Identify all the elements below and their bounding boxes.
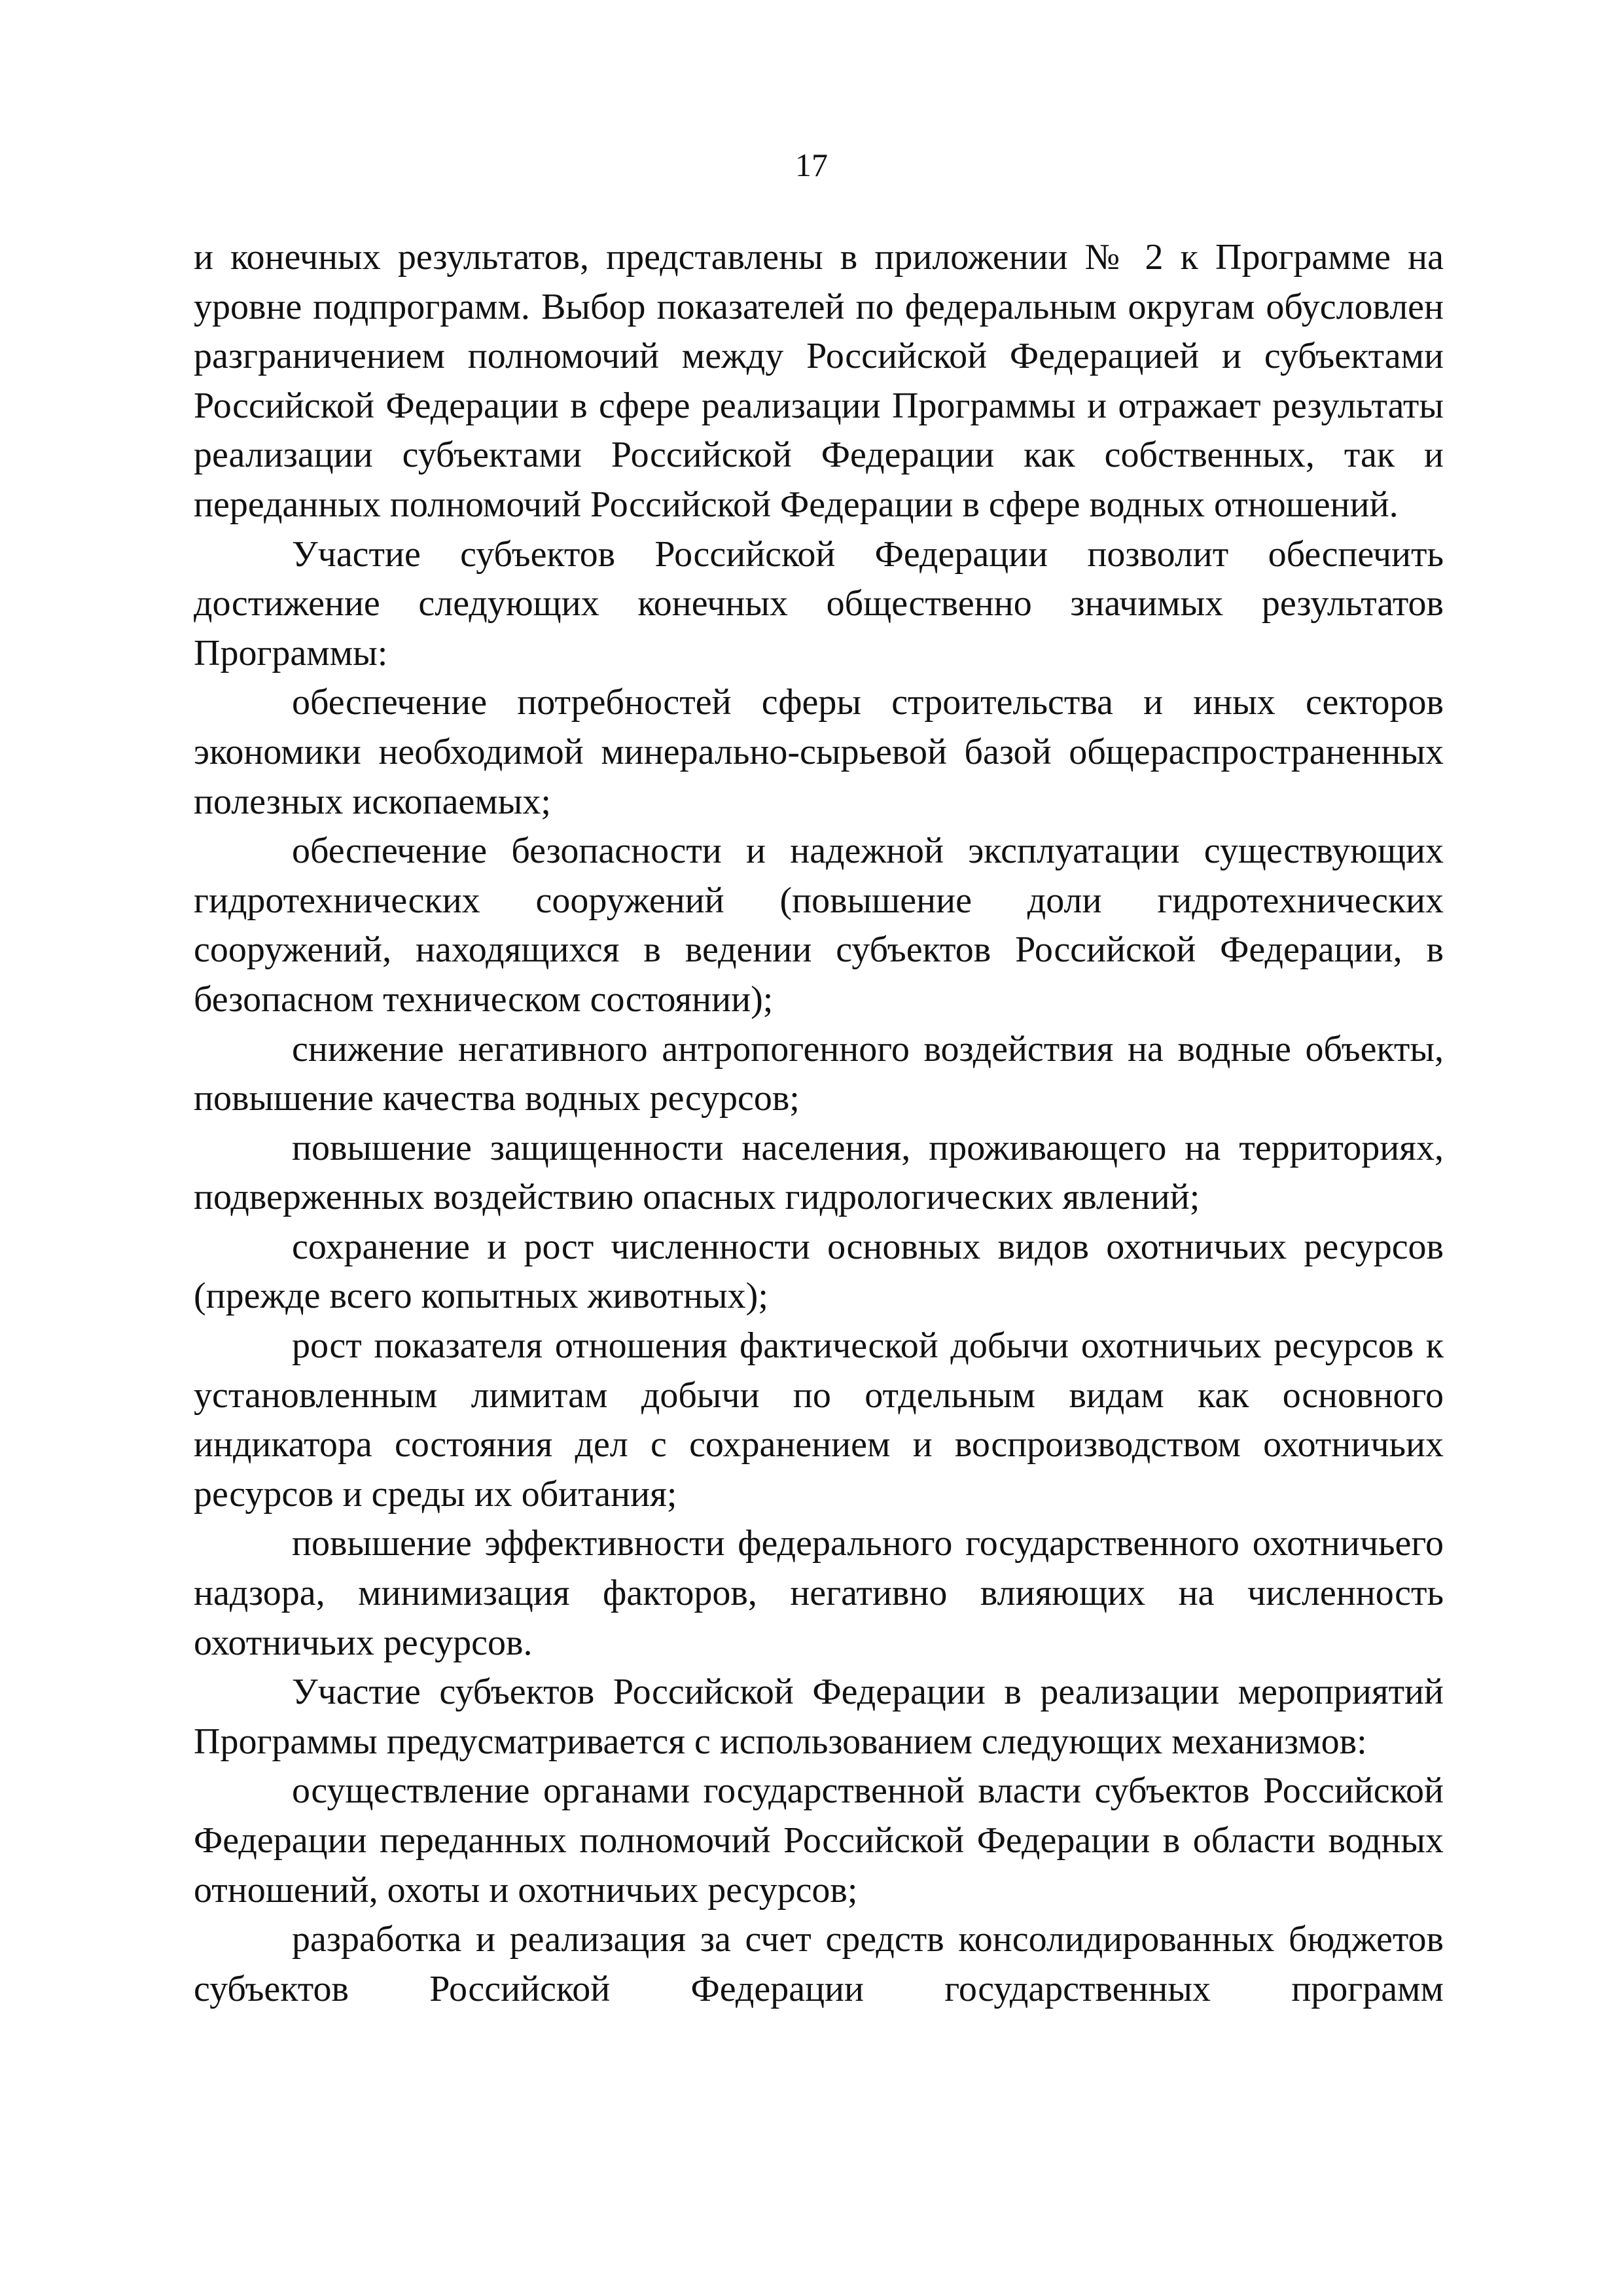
list-item-population-protection: повышение защищенности населения, проживающего на территориях, подверженных воздействию опасных гидрологических явлений; — [194, 1127, 1444, 1218]
list-item-hunting-supervision: повышение эффективности федерального государственного охотничьего надзора, минимизация факторов, негативно влияющих на численность охотничьих ресурсов. — [194, 1523, 1444, 1663]
list-item-hunting-resources-growth: сохранение и рост численности основных видов охотничьих ресурсов (прежде всего копытных животных); — [194, 1226, 1444, 1317]
paragraph-continuation: и конечных результатов, представлены в приложении № 2 к Программе на уровне подпрограмм. Выбор показателей по федеральным округам обусловлен разграничением полномочий между Российской Федерацией и субъектами Российской Федерации в сфере реализации Программы и отражает результаты реализации субъектами Российской Федерации как собственных, так и переданных полномочий Российской Федерации в сфере водных отношений. — [194, 237, 1444, 525]
list-item-water-quality: снижение негативного антропогенного воздействия на водные объекты, повышение качества водных ресурсов; — [194, 1028, 1444, 1119]
document-body — [194, 233, 1444, 2014]
paragraph-participation-intro: Участие субъектов Российской Федерации позволит обеспечить достижение следующих конечных общественно значимых результатов Программы: — [194, 533, 1444, 673]
list-item-hunting-limits-indicator: рост показателя отношения фактической добычи охотничьих ресурсов к установленным лимитам добычи по отдельным видам как основного индикатора состояния дел с сохранением и воспроизводством охотничьих ресурсов и среды их обитания; — [194, 1325, 1444, 1515]
paragraph-mechanisms-intro: Участие субъектов Российской Федерации в реализации мероприятий Программы предусматривается с использованием следующих механизмов: — [194, 1672, 1444, 1762]
page-number: 17 — [795, 147, 828, 183]
list-item-delegated-powers: осуществление органами государственной власти субъектов Российской Федерации переданных полномочий Российской Федерации в области водных отношений, охоты и охотничьих ресурсов; — [194, 1770, 1444, 1910]
list-item-regional-programs: разработка и реализация за счет средств консолидированных бюджетов субъектов Российской Федерации государственных программ — [194, 1919, 1444, 2009]
list-item-hydrotechnical-safety: обеспечение безопасности и надежной эксплуатации существующих гидротехнических сооружений (повышение доли гидротехнических сооружений, находящихся в ведении субъектов Российской Федерации, в безопасном техническом состоянии); — [194, 831, 1444, 1020]
list-item-mineral-base: обеспечение потребностей сферы строительства и иных секторов экономики необходимой минерально-сырьевой базой общераспространенных полезных ископаемых; — [194, 682, 1444, 822]
